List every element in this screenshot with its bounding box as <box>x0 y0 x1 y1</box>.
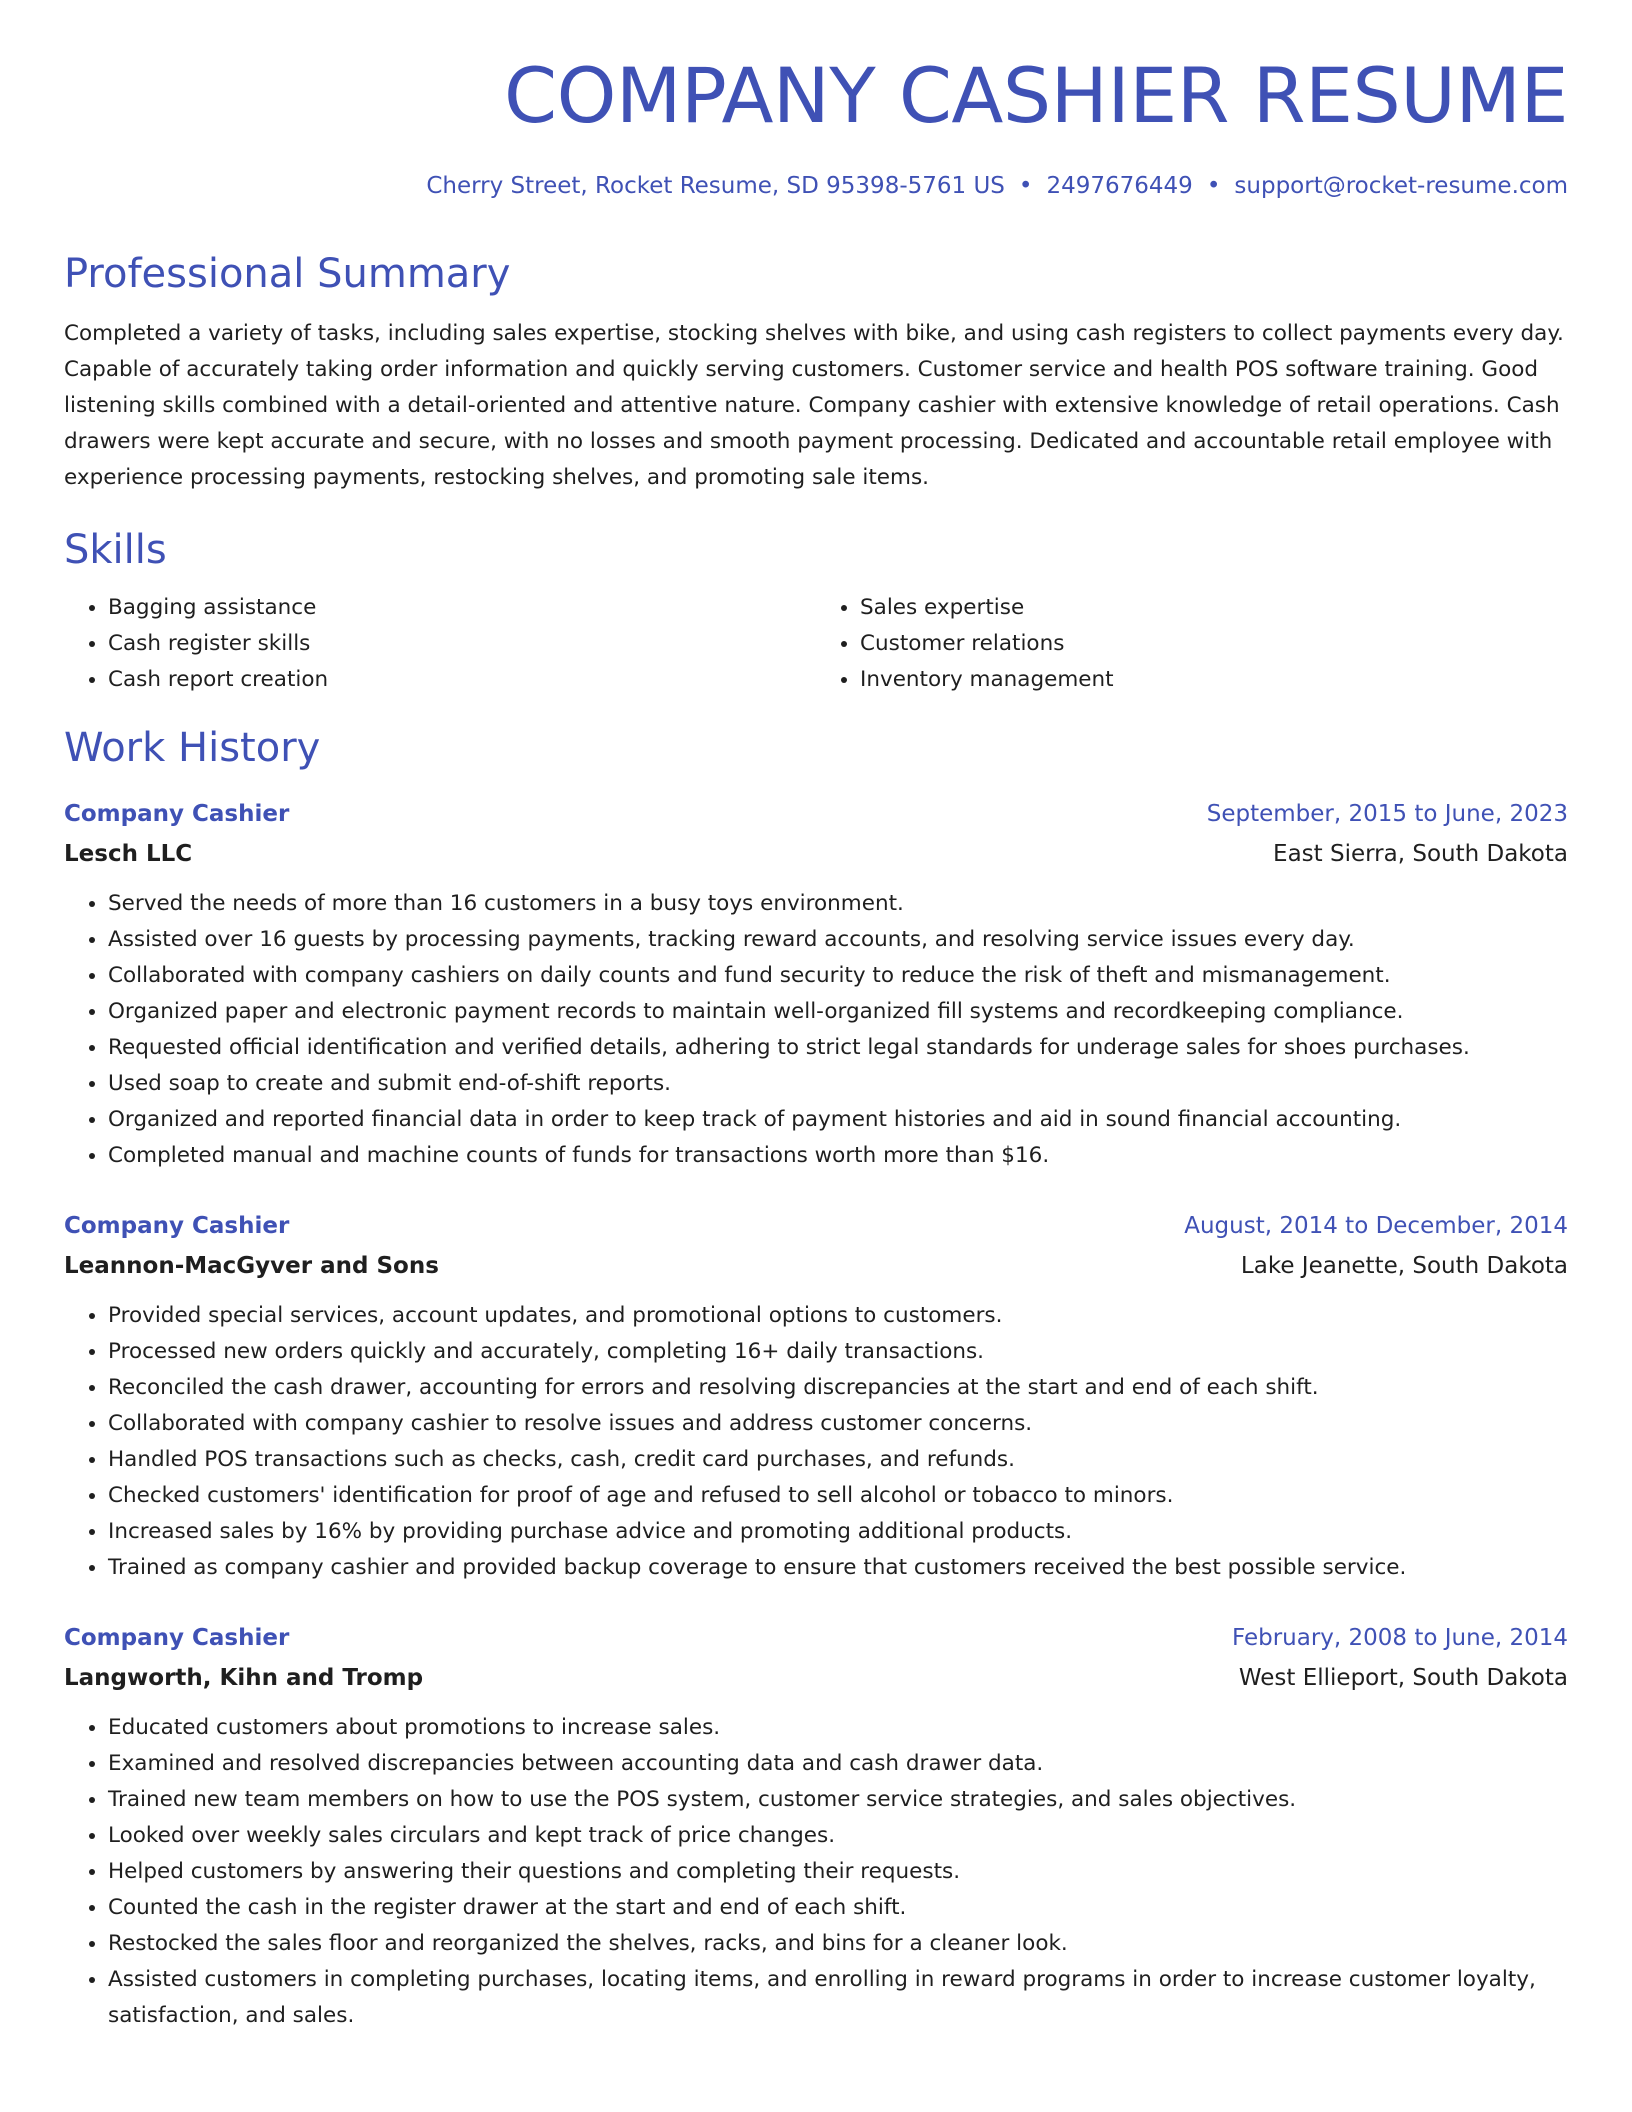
skills-column-right <box>816 590 1568 698</box>
contact-email: support@rocket-resume.com <box>1234 172 1568 199</box>
contact-phone: 2497676449 <box>1046 172 1193 199</box>
job-company: Leannon-MacGyver and Sons <box>64 1252 439 1279</box>
job-bullet: • Served the needs of more than 16 customers in a busy toys environment. <box>108 886 1568 922</box>
section-title-skills: Skills <box>64 526 167 573</box>
job-bullet: • Checked customers' identification for proof of age and refused to sell alcohol or tobacco to minors. <box>108 1478 1568 1514</box>
job-bullets <box>64 886 1568 1174</box>
job-company: Lesch LLC <box>64 840 193 867</box>
job-bullet: • Trained new team members on how to use the POS system, customer service strategies, and sales objectives. <box>108 1782 1568 1818</box>
contact-separator: • <box>1018 172 1033 199</box>
job-title: Company Cashier <box>64 1624 290 1651</box>
job-bullet: • Examined and resolved discrepancies between accounting data and cash drawer data. <box>108 1746 1568 1782</box>
job-bullet: • Increased sales by 16% by providing purchase advice and promoting additional products. <box>108 1514 1568 1550</box>
contact-address: Cherry Street, Rocket Resume, SD 95398-5761 US <box>426 172 1005 199</box>
job-header <box>64 794 1568 834</box>
job-bullet: • Organized and reported financial data in order to keep track of payment histories and aid in sound financial accounting. <box>108 1102 1568 1138</box>
job-header <box>64 1618 1568 1658</box>
section-title-work-history: Work History <box>64 724 321 771</box>
job-dates: August, 2014 to December, 2014 <box>1184 1212 1568 1239</box>
skill-item: • Cash report creation <box>108 662 816 698</box>
job-company: Langworth, Kihn and Tromp <box>64 1664 424 1691</box>
job-bullet: • Provided special services, account updates, and promotional options to customers. <box>108 1298 1568 1334</box>
job-bullet: • Handled POS transactions such as checks, cash, credit card purchases, and refunds. <box>108 1442 1568 1478</box>
job-header <box>64 1206 1568 1246</box>
job-bullet: • Reconciled the cash drawer, accounting for errors and resolving discrepancies at the start and end of each shift. <box>108 1370 1568 1406</box>
skills-column-left <box>64 590 816 698</box>
job-bullet: • Organized paper and electronic payment records to maintain well-organized fill systems and recordkeeping compliance. <box>108 994 1568 1030</box>
job-bullet: • Requested official identification and verified details, adhering to strict legal standards for underage sales for shoes purchases. <box>108 1030 1568 1066</box>
job-location: West Ellieport, South Dakota <box>1238 1664 1568 1691</box>
job-bullet: • Processed new orders quickly and accurately, completing 16+ daily transactions. <box>108 1334 1568 1370</box>
job-dates: September, 2015 to June, 2023 <box>1206 800 1568 827</box>
skill-item: • Cash register skills <box>108 626 816 662</box>
job-bullet: • Assisted customers in completing purchases, locating items, and enrolling in reward programs in order to increase customer loyalty, satisfaction, and sales. <box>108 1962 1568 2034</box>
job-bullet: • Assisted over 16 guests by processing payments, tracking reward accounts, and resolving service issues every day. <box>108 922 1568 958</box>
job-bullet: • Used soap to create and submit end-of-shift reports. <box>108 1066 1568 1102</box>
job-bullet: • Restocked the sales floor and reorganized the shelves, racks, and bins for a cleaner look. <box>108 1926 1568 1962</box>
job-bullet: • Counted the cash in the register drawer at the start and end of each shift. <box>108 1890 1568 1926</box>
job-bullet: • Collaborated with company cashier to resolve issues and address customer concerns. <box>108 1406 1568 1442</box>
job-entry <box>64 1206 1568 1586</box>
job-bullet: • Educated customers about promotions to increase sales. <box>108 1710 1568 1746</box>
job-bullet: • Collaborated with company cashiers on daily counts and fund security to reduce the risk of theft and mismanagement. <box>108 958 1568 994</box>
contact-separator: • <box>1206 172 1221 199</box>
resume-title: COMPANY CASHIER RESUME <box>504 51 1568 140</box>
summary-text: Completed a variety of tasks, including sales expertise, stocking shelves with bike, and using cash registers to collect payments every day. Capable of accurately taking order information and quickly serving customers. Customer service and health POS software training. Good listening skills combined with a detail-oriented and attentive nature. Company cashier with extensive knowledge of retail operations. Cash drawers were kept accurate and secure, with no losses and smooth payment processing. Dedicated and accountable retail employee with experience processing payments, restocking shelves, and promoting sale items. <box>64 320 1564 490</box>
job-location: Lake Jeanette, South Dakota <box>1240 1252 1568 1279</box>
skill-item: • Inventory management <box>860 662 1568 698</box>
job-bullets <box>64 1710 1568 2034</box>
skill-item: • Sales expertise <box>860 590 1568 626</box>
contact-line <box>64 170 1568 202</box>
section-title-summary: Professional Summary <box>64 250 511 297</box>
job-title: Company Cashier <box>64 800 290 827</box>
job-subheader <box>64 834 1568 874</box>
job-bullets <box>64 1298 1568 1586</box>
job-location: East Sierra, South Dakota <box>1273 840 1568 867</box>
job-entry <box>64 794 1568 1174</box>
job-bullet: • Trained as company cashier and provided backup coverage to ensure that customers received the best possible service. <box>108 1550 1568 1586</box>
job-dates: February, 2008 to June, 2014 <box>1231 1624 1568 1651</box>
job-bullet: • Completed manual and machine counts of funds for transactions worth more than $16. <box>108 1138 1568 1174</box>
job-title: Company Cashier <box>64 1212 290 1239</box>
job-entry <box>64 1618 1568 2034</box>
skill-item: • Customer relations <box>860 626 1568 662</box>
skill-item: • Bagging assistance <box>108 590 816 626</box>
job-bullet: • Looked over weekly sales circulars and kept track of price changes. <box>108 1818 1568 1854</box>
skills-list <box>64 590 1568 698</box>
job-bullet: • Helped customers by answering their questions and completing their requests. <box>108 1854 1568 1890</box>
job-subheader <box>64 1658 1568 1698</box>
job-subheader <box>64 1246 1568 1286</box>
